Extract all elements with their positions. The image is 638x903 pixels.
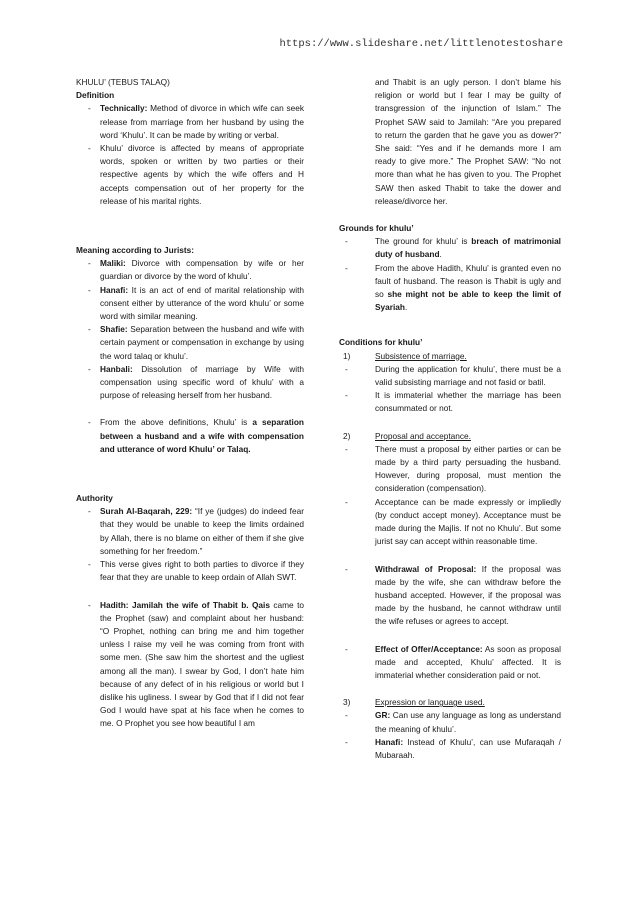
condition-2-title: 2) Proposal and acceptance. — [343, 430, 471, 441]
document-title: KHULU’ (TEBUS TALAQ) — [76, 77, 170, 87]
condition-3-title: 3) Expression or language used. — [343, 697, 485, 708]
grounds-item-1: - The ground for khulu’ is breach of matrimonial duty of husband. — [345, 236, 561, 260]
condition-1-item: - It is immaterial whether the marriage has been consummated or not. — [345, 390, 561, 414]
hadith-continuation: and Thabit is an ugly person. I don’t blame his religion or world but I fear I may be guilty of transgression of the injunction of Islam.” The Prophet SAW said to Jamilah: “Are you prepared to return the garden that he gave you as dower?” She said: “Yes and if he demands more I am ready to give more.” The Prophet SAW: “No not more than what he has given to you. The Prophet SAW then asked Thabit to take the dower and release/divorce her. — [375, 77, 561, 206]
meaning-item-hanbali: - Hanbali: Dissolution of marriage by Wife with compensation using specific word of khulu’ with a purpose of releasing herself from her husband. — [88, 363, 304, 401]
condition-2-withdrawal: - Withdrawal of Proposal: If the proposal was made by the wife, she can withdraw before the husband accepted. However, if the proposal was made by the husband, he cannot withdraw until the wife refuses or agrees to accept. — [345, 563, 561, 627]
condition-2-item: - Acceptance can be made expressly or impliedly (by conduct accept money). Acceptance must be made during the Majlis. If not no Khulu’. But some jurist say can accept within reasonable time. — [345, 496, 561, 547]
authority-item-verse: - This verse gives right to both parties to divorce if they fear that they are unable to keep ordain of Allah SWT. — [88, 559, 304, 583]
grounds-heading: Grounds for khulu’ — [339, 223, 414, 234]
condition-3-gr: - GR: Can use any language as long as understand the meaning of khulu’. — [345, 710, 561, 734]
authority-item-hadith: - Hadith: Jamilah the wife of Thabit b. Qais came to the Prophet (saw) and complaint about her husband: “O Prophet, nothing can bring me and him together unless I raise my veil he was coming from front with some men. (She saw him the shortest and the ugliest among all the man). I swear by God, I don’t hate him because of any defect of in his religious or world but I dislike his ugliness. I swear by God that if I did not fear God I would have spat at his face when he comes to me. O Prophet you see how beautiful I am — [88, 599, 304, 729]
source-url: https://www.slideshare.net/littlenotestoshare — [279, 38, 563, 50]
term: Technically: — [100, 103, 148, 114]
right-column — [339, 76, 561, 762]
condition-1-title: 1) Subsistence of marriage. — [343, 350, 467, 361]
bullet-dash: - — [88, 103, 91, 114]
definition-item-khulu: - Khulu’ divorce is affected by means of appropriate words, spoken or written by two parties or their respective agents by which the wife offers and H accepts compensation out of her property for the release of his marital rights. — [76, 142, 304, 208]
authority-item-quran: - Surah Al-Baqarah, 229: “If ye (judges) do indeed fear that they would be unable to keep the limits ordained by Allah, there is no blame on either of them if she give something for her freedom.” — [88, 506, 304, 556]
definition-item-technical: - Technically: Method of divorce in which wife can seek release from marriage from her husband by using the word ‘Khulu’. It can be made by writing or verbal. — [76, 102, 304, 142]
left-column — [76, 76, 304, 731]
condition-2-effect: - Effect of Offer/Acceptance: As soon as proposal made and accepted, Khulu’ affected. It is immaterial whether consideration paid or not. — [345, 643, 561, 680]
meaning-item-maliki: - Maliki: Divorce with compensation by wife or her guardian or divorce by the word of khulu’. — [88, 258, 304, 282]
meaning-summary: - From the above definitions, Khulu’ is a separation between a husband and a wife with compensation and utterance of word Khulu’ or Talaq. — [88, 417, 304, 454]
bullet-dash: - — [88, 143, 91, 154]
grounds-item-2: - From the above Hadith, Khulu’ is granted even no fault of husband. The reason is Thabit is ugly and so she might not be able to keep the limit of Syariah. — [345, 262, 561, 313]
definition-heading: Definition — [76, 90, 115, 101]
meaning-item-shafie: - Shafie: Separation between the husband and wife with certain payment or compensation in exchange by using the word talaq or khulu’. — [88, 324, 304, 361]
authority-heading: Authority — [76, 493, 113, 504]
condition-3-hanafi: - Hanafi: Instead of Khulu’, can use Mufaraqah / Mubaraah. — [345, 736, 561, 760]
meaning-item-hanafi: - Hanafi: It is an act of end of marital relationship with consent either by utterance of the word khulu’ or some word with similar meaning. — [88, 284, 304, 322]
condition-2-item: - There must a proposal by either parties or can be made by a third party persuading the husband. However, during proposal, must mention the consideration (compensation). — [345, 443, 561, 494]
meaning-heading: Meaning according to Jurists: — [76, 245, 195, 256]
conditions-heading: Conditions for khulu’ — [339, 337, 423, 348]
condition-1-item: - During the application for khulu’, there must be a valid subsisting marriage and not fasid or batil. — [345, 363, 561, 388]
